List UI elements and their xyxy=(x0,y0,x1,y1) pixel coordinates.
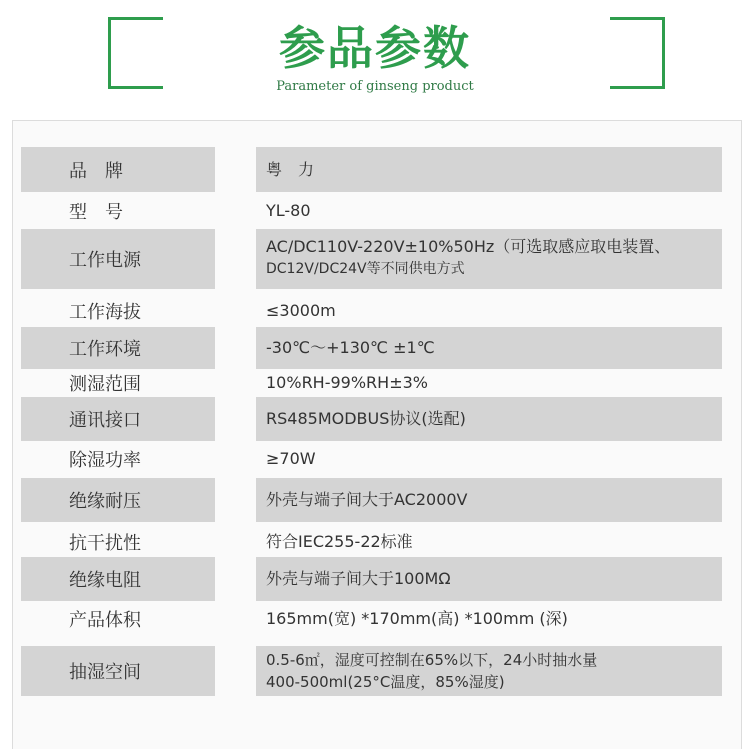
table-row xyxy=(0,397,750,441)
row-value: 165mm(宽) *170mm(高) *100mm (深) xyxy=(266,609,568,628)
row-label: 工作环境 xyxy=(21,327,215,369)
table-row xyxy=(0,296,750,326)
row-value: 外壳与端子间大于100MΩ xyxy=(256,557,722,601)
table-row xyxy=(0,557,750,601)
row-label: 通讯接口 xyxy=(21,397,215,441)
row-label: 工作海拔 xyxy=(69,302,141,323)
row-label: 品 牌 xyxy=(21,147,215,192)
row-label: 工作电源 xyxy=(21,229,215,289)
table-row xyxy=(0,229,750,289)
row-value: ≥70W xyxy=(266,449,316,468)
row-label: 测湿范围 xyxy=(69,374,141,395)
row-label: 产品体积 xyxy=(69,610,141,631)
row-value: 外壳与端子间大于AC2000V xyxy=(256,478,722,522)
row-value xyxy=(256,646,722,696)
row-value: 10%RH-99%RH±3% xyxy=(266,373,428,392)
row-value: 粤 力 xyxy=(256,147,722,192)
table-row xyxy=(0,369,750,397)
row-value: -30℃～+130℃ ±1℃ xyxy=(256,327,722,369)
row-value-line: AC/DC110V-220V±10%50Hz（可选取感应取电装置、 xyxy=(266,237,671,256)
row-value: 符合IEC255-22标准 xyxy=(266,532,413,551)
row-value: YL-80 xyxy=(266,201,311,220)
row-value-line: DC12V/DC24V等不同供电方式 xyxy=(266,261,465,277)
table-row xyxy=(0,147,750,192)
table-row xyxy=(0,646,750,696)
page-subtitle: Parameter of ginseng product xyxy=(276,79,474,94)
row-label: 抗干扰性 xyxy=(69,533,141,554)
table-row xyxy=(0,526,750,558)
table-row xyxy=(0,327,750,369)
table-row xyxy=(0,478,750,522)
page-title: 参品参数 xyxy=(279,21,471,75)
row-value-line: 400-500ml(25°C温度，85%湿度) xyxy=(266,673,505,691)
row-label: 抽湿空间 xyxy=(21,646,215,696)
row-label: 除湿功率 xyxy=(69,450,141,471)
table-row xyxy=(0,194,750,228)
table-row xyxy=(0,443,750,475)
row-value-line: 0.5-6㎡，湿度可控制在65%以下，24小时抽水量 xyxy=(266,651,598,669)
row-value: RS485MODBUS协议(选配) xyxy=(256,397,722,441)
row-value xyxy=(256,229,722,289)
row-label: 绝缘耐压 xyxy=(21,478,215,522)
row-label: 绝缘电阻 xyxy=(21,557,215,601)
table-row xyxy=(0,603,750,635)
row-label: 型 号 xyxy=(69,202,123,223)
row-value: ≤3000m xyxy=(266,301,336,320)
